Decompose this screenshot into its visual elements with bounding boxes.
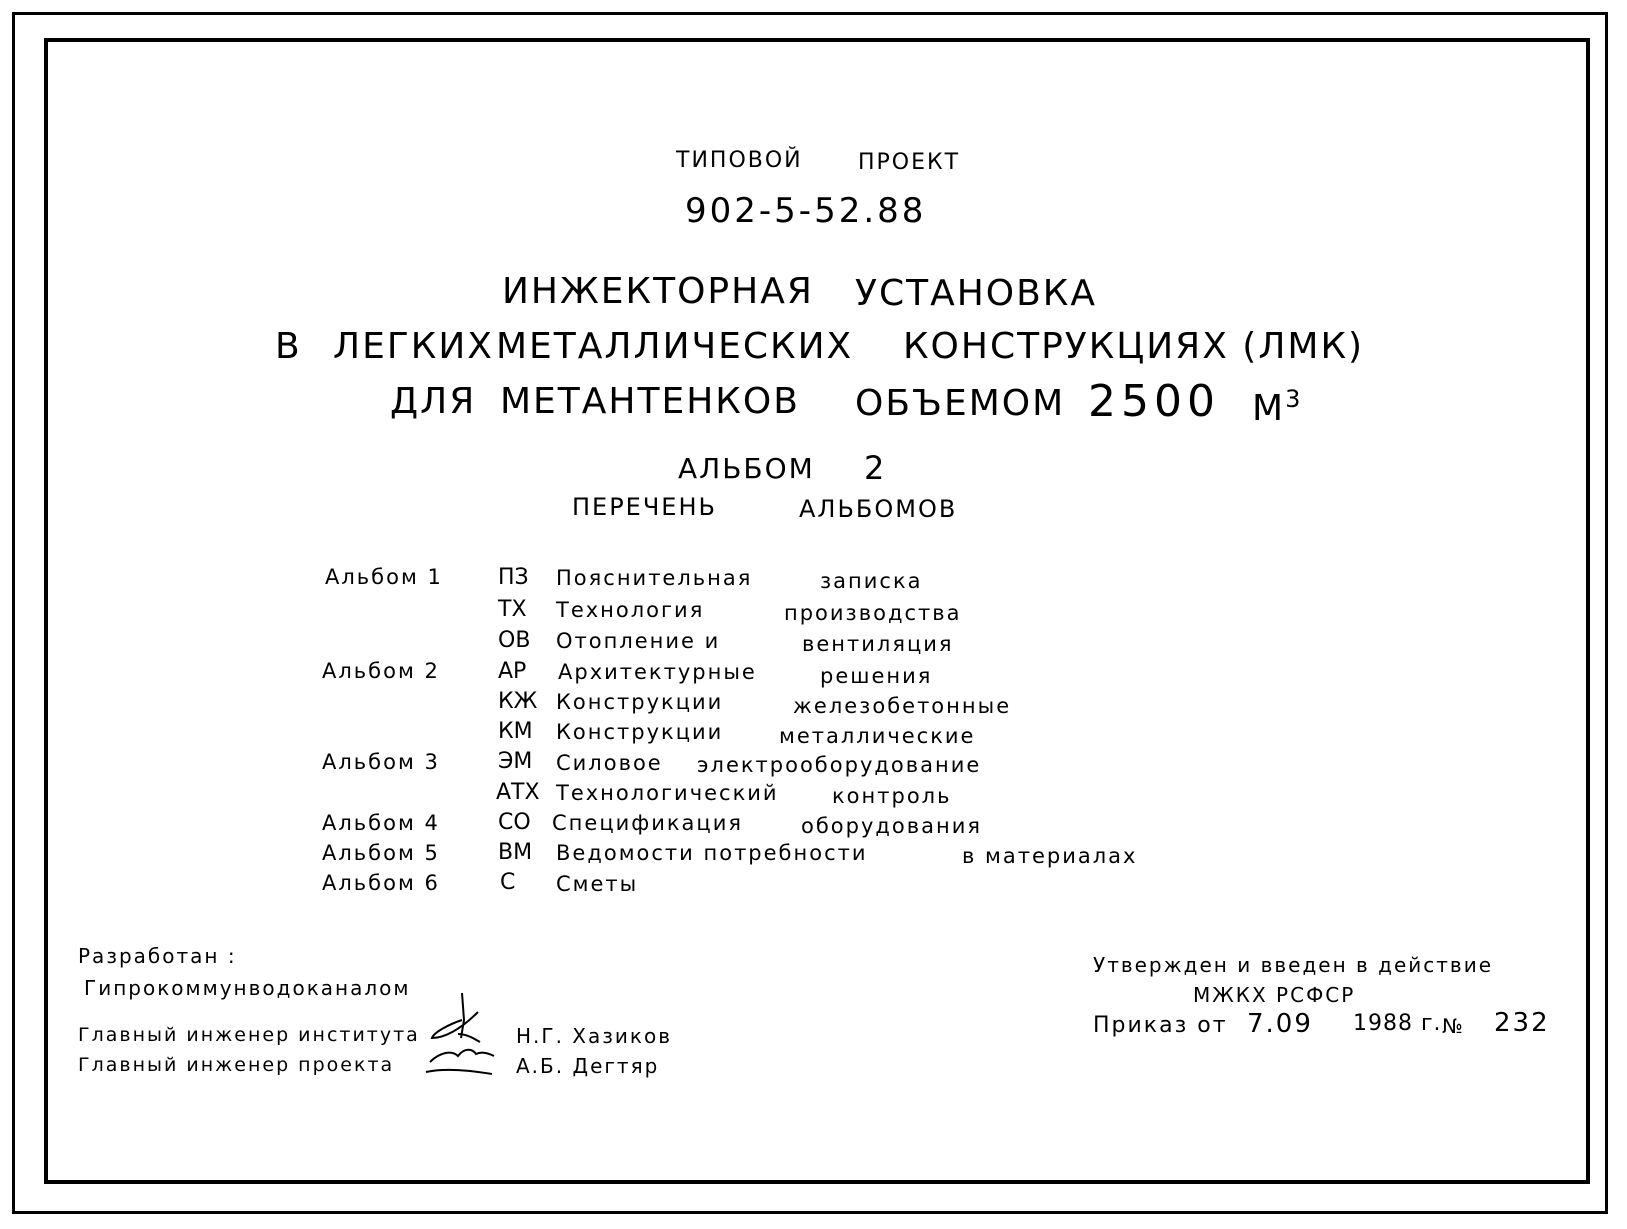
list-name-cell: Спецификация <box>552 811 743 835</box>
title-line2-word2: ЛЕГКИХ <box>333 326 494 367</box>
list-name-cell: Силовое <box>556 751 663 775</box>
list-album-cell: Альбом 2 <box>322 659 440 683</box>
list-name-cell: вентиляция <box>802 632 954 656</box>
order-date: 7.09 <box>1247 1009 1313 1039</box>
list-name-cell: записка <box>820 569 923 593</box>
title-line1-word1: ИНЖЕКТОРНАЯ <box>502 271 814 312</box>
list-name-cell: решения <box>820 664 933 688</box>
approval-line1: Утвержден и введен в действие <box>1093 953 1494 977</box>
list-name-cell: Пояснительная <box>556 566 753 590</box>
title-line3-word1: ДЛЯ <box>390 381 477 422</box>
chief-engineer-institute-name: Н.Г. Хазиков <box>516 1024 673 1048</box>
list-code-cell: АР <box>498 659 527 684</box>
list-code-cell: СО <box>498 810 531 835</box>
title-line3-word3: ОБЪЕМОМ <box>855 383 1066 424</box>
list-code-cell: ОВ <box>498 628 531 653</box>
list-name-cell: металлические <box>779 724 976 748</box>
list-name-cell: производства <box>784 601 962 625</box>
project-word-label: ПРОЕКТ <box>858 150 961 175</box>
list-code-cell: ЭМ <box>498 749 533 774</box>
list-code-cell: КЖ <box>498 689 538 714</box>
list-album-cell: Альбом 6 <box>322 871 440 895</box>
list-name-cell: электрооборудование <box>697 753 982 777</box>
approval-line2: МЖКХ РСФСР <box>1193 983 1356 1007</box>
developer-org: Гипрокоммунводоканалом <box>84 976 411 1000</box>
list-code-cell: ПЗ <box>498 565 529 590</box>
title-line3-word2: МЕТАНТЕНКОВ <box>500 381 800 422</box>
list-name-cell: контроль <box>832 784 952 808</box>
list-name-cell: Технология <box>556 598 705 622</box>
list-name-cell: оборудования <box>801 814 983 838</box>
list-code-cell: АТХ <box>496 780 540 805</box>
developer-label: Разработан : <box>78 944 237 968</box>
list-name-cell: Сметы <box>556 872 639 896</box>
title-volume-unit: $М^3$ <box>1252 385 1303 429</box>
list-title-word1: ПЕРЕЧЕНЬ <box>572 493 717 521</box>
album-number: 2 <box>864 449 887 487</box>
title-line2-word3: МЕТАЛЛИЧЕСКИХ <box>496 326 854 367</box>
list-album-cell: Альбом 5 <box>322 841 440 865</box>
order-number: 232 <box>1494 1008 1550 1038</box>
list-code-cell: С <box>500 870 516 895</box>
chief-engineer-institute-role: Главный инженер института <box>78 1024 420 1046</box>
project-number: 902-5-52.88 <box>685 191 927 231</box>
title-volume: 2500 <box>1088 376 1220 427</box>
title-line2-word4: КОНСТРУКЦИЯХ (ЛМК) <box>903 326 1365 367</box>
unit-superscript: 3 <box>1285 385 1303 413</box>
chief-engineer-project-role: Главный инженер проекта <box>78 1054 395 1076</box>
list-name-cell: в материалах <box>962 844 1138 868</box>
project-type-label: ТИПОВОЙ <box>676 148 803 173</box>
list-name-cell: Конструкции <box>556 690 724 714</box>
list-name-cell: Отопление и <box>556 629 721 653</box>
order-label: Приказ от <box>1093 1013 1228 1038</box>
list-album-cell: Альбом 3 <box>322 750 440 774</box>
list-name-cell: Конструкции <box>556 720 724 744</box>
title-line1-word2: УСТАНОВКА <box>855 273 1097 314</box>
list-album-cell: Альбом 1 <box>325 565 443 589</box>
title-line2-word1: В <box>275 326 302 367</box>
list-name-cell: Архитектурные <box>558 660 757 684</box>
list-name-cell: Технологический <box>556 781 779 805</box>
order-year: 1988 г. <box>1353 1011 1442 1036</box>
list-code-cell: КМ <box>498 719 533 744</box>
list-code-cell: ТХ <box>498 597 527 622</box>
list-name-cell: Ведомости потребности <box>556 841 868 865</box>
signature-1-icon <box>420 990 500 1085</box>
list-code-cell: ВМ <box>498 840 533 865</box>
chief-engineer-project-name: А.Б. Дегтяр <box>516 1054 660 1078</box>
order-number-label: № <box>1442 1014 1465 1038</box>
list-title-word2: АЛЬБОМОВ <box>799 495 958 523</box>
list-name-cell: железобетонные <box>793 694 1012 718</box>
album-label: АЛЬБОМ <box>678 452 815 485</box>
list-album-cell: Альбом 4 <box>322 811 440 835</box>
